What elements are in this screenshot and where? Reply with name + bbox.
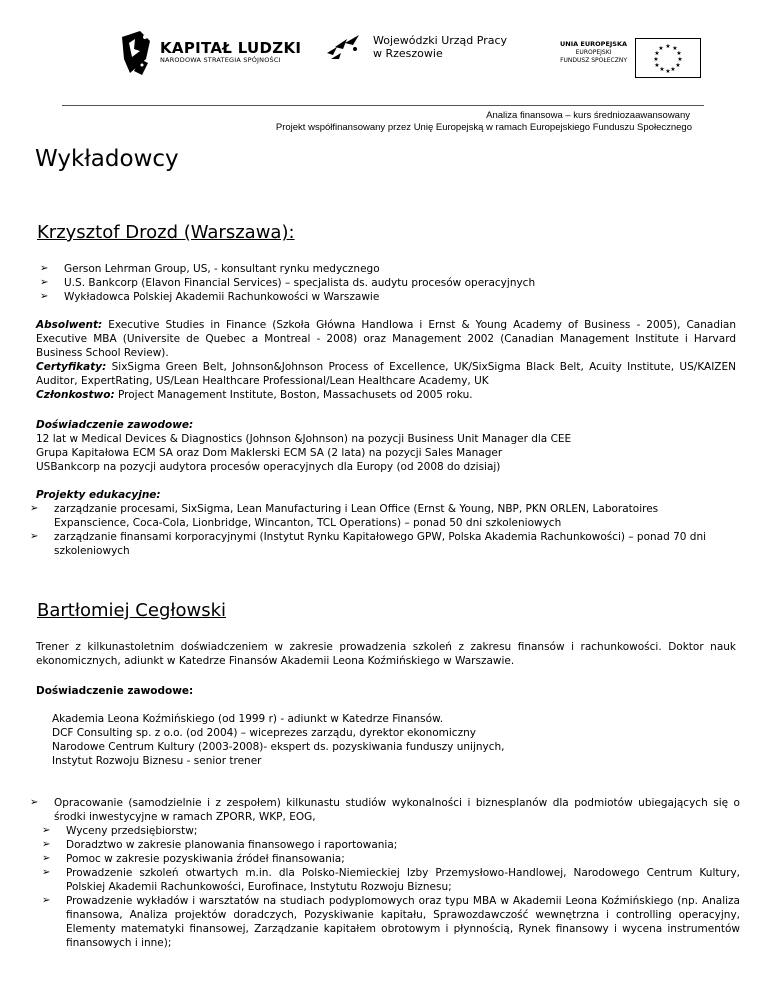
certyfikaty-text: SixSigma Green Belt, Johnson&Johnson Process of Excellence, UK/SixSigma Black Belt, Acuity Institute, US/KAIZEN Auditor, ExpertRating, US/Lean Healthcare Professional/Lean Healthcare Academy, UK bbox=[36, 361, 736, 387]
kapital-ludzki-mark-icon bbox=[120, 29, 154, 75]
list-item: ➢ zarządzanie procesami, SixSigma, Lean Manufacturing i Lean Office (Ernst & Young, NBP, PKN ORLEN, Laboratoires Expanscience, Coca-Cola, Lionbridge, Wincanton, TCL Operations) – ponad 50 dni szkoleniowych bbox=[30, 502, 736, 530]
czlonkostwo-label: Członkostwo: bbox=[36, 389, 115, 401]
absolwent-text: Executive Studies in Finance (Szkoła Główna Handlowa i Ernst & Young Academy of Business - 2005), Canadian Executive MBA (Universite de Quebec a Montreal - 2008) oraz Management 2002 (Canadian Management Institute i Harvard Business School Review). bbox=[36, 319, 736, 359]
header-rule bbox=[62, 105, 704, 106]
kapital-ludzki-logo bbox=[120, 26, 301, 78]
lecturer2-experience bbox=[52, 712, 732, 768]
list-item: DCF Consulting sp. z o.o. (od 2004) – wiceprezes zarządu, dyrektor ekonomiczny bbox=[52, 727, 476, 739]
list-item: USBankcorp na pozycji audytora procesów operacyjnych dla Europy (od 2008 do dzisiaj) bbox=[36, 461, 501, 473]
lecturer1-projects bbox=[36, 488, 736, 502]
svg-text:★: ★ bbox=[672, 45, 678, 52]
svg-text:★: ★ bbox=[665, 68, 671, 75]
svg-text:★: ★ bbox=[675, 62, 681, 69]
list-item: ➢ Prowadzenie wykładów i warsztatów na studiach podyplomowych oraz typu MBA w Akademii Leona Koźmińskiego (np. Analiza finansowa, Analiza projektów doradczych, Pozyskiwanie kapitału, Sprawozdawczość wewnętrzna i controlling operacyjny, Elementy matematyki finansowej, Zarządzanie kapitałem obrotowym i płynnością, Rynek finansowy i wycena instrumentów finansowych i inne); bbox=[42, 894, 740, 950]
svg-text:★: ★ bbox=[670, 66, 676, 73]
lecturer1-credentials bbox=[36, 318, 736, 402]
wup-birds-icon bbox=[325, 33, 365, 61]
lecturer1-name: Krzysztof Drozd (Warszawa): bbox=[37, 222, 295, 243]
ue-logo bbox=[560, 38, 701, 78]
lecturer2-experience-heading: Doświadczenie zawodowe: bbox=[36, 685, 194, 697]
list-item: Instytut Rozwoju Biznesu - senior trener bbox=[52, 755, 262, 767]
eu-flag-icon bbox=[635, 38, 701, 78]
svg-text:★: ★ bbox=[677, 56, 683, 63]
list-item: ➢ Prowadzenie szkoleń otwartych m.in. dla Polsko-Niemieckiej Izby Przemysłowo-Handlowej, Narodowego Centrum Kultury, Polskiej Akademii Rachunkowości, Eurofinace, Instytutu Rozwoju Biznesu; bbox=[42, 866, 740, 894]
wup-line1: Wojewódzki Urząd Pracy bbox=[373, 34, 508, 47]
list-item: ➢ Opracowanie (samodzielnie i z zespołem) kilkunastu studiów wykonalności i biznesplanów dla podmiotów ubiegających się o środki inwestycyjne w ramach ZPORR, WKP, EOG, bbox=[30, 796, 740, 824]
list-item: ➢ Wykładowca Polskiej Akademii Rachunkowości w Warszawie bbox=[40, 290, 720, 304]
svg-text:★: ★ bbox=[658, 45, 664, 52]
list-item: ➢ Doradztwo w zakresie planowania finansowego i raportowania; bbox=[42, 838, 740, 852]
wup-logo bbox=[325, 33, 507, 61]
ue-line3: FUNDUSZ SPOŁECZNY bbox=[560, 57, 627, 64]
lecturer1-roles bbox=[40, 262, 720, 304]
kapital-ludzki-title: KAPITAŁ LUDZKI bbox=[160, 38, 302, 57]
list-item: ➢ Pomoc w zakresie pozyskiwania źródeł finansowania; bbox=[42, 852, 740, 866]
ue-line2: EUROPEJSKI bbox=[575, 49, 612, 56]
projects-heading: Projekty edukacyjne: bbox=[36, 489, 161, 501]
certyfikaty-label: Certyfikaty: bbox=[36, 361, 107, 373]
lecturer2-intro: Trener z kilkunastoletnim doświadczeniem w zakresie prowadzenia szkoleń z zakresu finansów i rachunkowości. Doktor nauk ekonomicznych, adiunkt w Katedrze Finansów Akademii Leona Koźmińskiego w Warszawie. bbox=[36, 641, 736, 667]
header-course: Analiza finansowa – kurs średniozaawansowany bbox=[486, 110, 690, 121]
svg-text:★: ★ bbox=[665, 43, 671, 50]
list-item: 12 lat w Medical Devices & Diagnostics (Johnson &Johnson) na pozycji Business Unit Manager dla CEE bbox=[36, 433, 572, 445]
ue-line1: UNIA EUROPEJSKA bbox=[560, 40, 628, 48]
lecturer1-experience bbox=[36, 418, 736, 474]
lecturer2-bullets-more bbox=[42, 824, 740, 950]
kapital-ludzki-subtitle: NARODOWA STRATEGIA SPÓJNOŚCI bbox=[160, 55, 281, 64]
list-item: Akademia Leona Koźmińskiego (od 1999 r) - adiunkt w Katedrze Finansów. bbox=[52, 713, 444, 725]
list-item: Grupa Kapitałowa ECM SA oraz Dom Maklerski ECM SA (2 lata) na pozycji Sales Manager bbox=[36, 447, 503, 459]
svg-text:★: ★ bbox=[654, 62, 660, 69]
lecturer1-projects-list bbox=[30, 502, 736, 558]
lecturer2-bullets bbox=[30, 796, 740, 824]
svg-text:★: ★ bbox=[654, 50, 660, 57]
list-item: ➢ U.S. Bankcorp (Elavon Financial Services) – specjalista ds. audytu procesów operacyjnych bbox=[40, 276, 720, 290]
lecturer2-name: Bartłomiej Cegłowski bbox=[37, 600, 227, 621]
list-item: ➢ zarządzanie finansami korporacyjnymi (Instytut Rynku Kapitałowego GPW, Polska Akademia Rachunkowości) – ponad 70 dni szkoleniowych bbox=[30, 530, 736, 558]
absolwent-label: Absolwent: bbox=[36, 319, 103, 331]
experience-heading: Doświadczenie zawodowe: bbox=[36, 419, 194, 431]
list-item: ➢ Wyceny przedsiębiorstw; bbox=[42, 824, 740, 838]
list-item: ➢ Gerson Lehrman Group, US, - konsultant rynku medycznego bbox=[40, 262, 720, 276]
czlonkostwo-text: Project Management Institute, Boston, Massachusets od 2005 roku. bbox=[118, 389, 473, 401]
svg-text:★: ★ bbox=[659, 66, 665, 73]
list-item: Narodowe Centrum Kultury (2003-2008)- ekspert ds. pozyskiwania funduszy unijnych, bbox=[52, 741, 505, 753]
header-project: Projekt współfinansowany przez Unię Europejską w ramach Europejskiego Funduszu Społecznego bbox=[275, 122, 692, 133]
wup-line2: w Rzeszowie bbox=[373, 47, 443, 60]
page-title: Wykładowcy bbox=[35, 146, 179, 172]
svg-text:★: ★ bbox=[676, 50, 682, 57]
svg-text:★: ★ bbox=[653, 56, 659, 63]
